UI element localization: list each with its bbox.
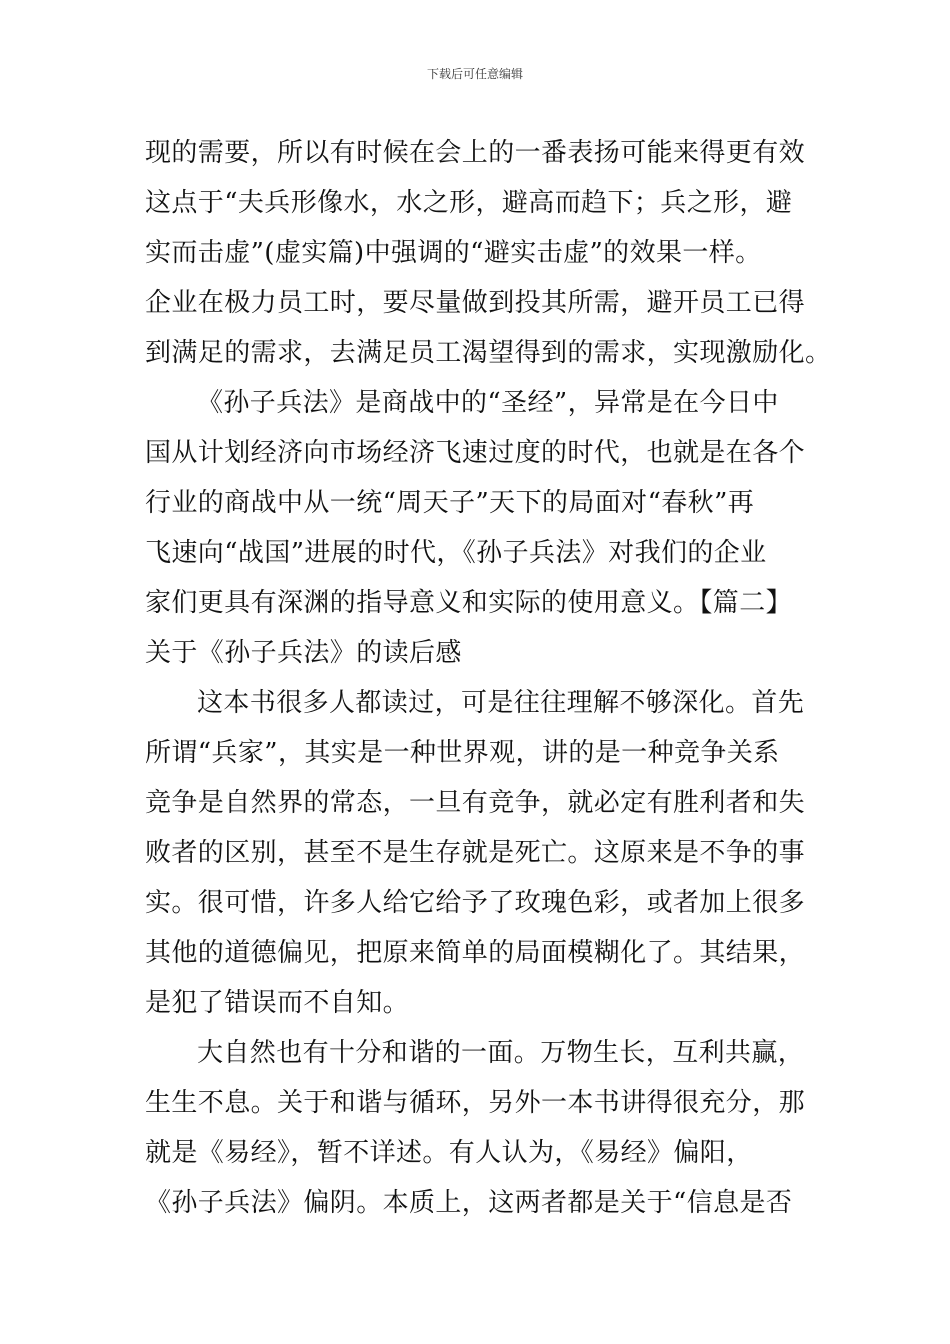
text-line: 就是《易经》，暂不详述。有人认为，《易经》偏阳， xyxy=(145,1138,753,1168)
text-line: 这本书很多人都读过，可是往往理解不够深化。首先 xyxy=(197,688,805,718)
text-line: 现的需要，所以有时候在会上的一番表扬可能来得更有效 xyxy=(145,138,806,168)
text-line: 所谓“兵家”，其实是一种世界观，讲的是一种竞争关系 xyxy=(145,738,780,768)
text-line: 《孙子兵法》是商战中的“圣经”，异常是在今日中 xyxy=(197,388,779,418)
text-line: 行业的商战中从一统“周天子”天下的局面对“春秋”再 xyxy=(145,488,755,518)
text-line: 生生不息。关于和谐与循环，另外一本书讲得很充分，那 xyxy=(145,1088,806,1118)
text-line: 大自然也有十分和谐的一面。万物生长，互利共赢， xyxy=(197,1038,805,1068)
text-line: 飞速向“战国”进展的时代，《孙子兵法》对我们的企业 xyxy=(145,538,767,568)
document-body xyxy=(145,128,832,1228)
page-header: 下载后可任意编辑 xyxy=(426,67,523,81)
section-title: 关于《孙子兵法》的读后感 xyxy=(145,638,462,668)
text-line: 国从计划经济向市场经济飞速过度的时代，也就是在各个 xyxy=(145,438,806,468)
text-line: 企业在极力员工时，要尽量做到投其所需，避开员工已得 xyxy=(145,288,806,318)
text-line: 竞争是自然界的常态，一旦有竞争，就必定有胜利者和失 xyxy=(145,788,806,818)
text-line: 家们更具有深渊的指导意义和实际的使用意义。【篇二】 xyxy=(145,588,793,618)
text-line: 其他的道德偏见，把原来简单的局面模糊化了。其结果， xyxy=(145,938,806,968)
text-line: 到满足的需求，去满足员工渴望得到的需求，实现激励化。 xyxy=(145,338,832,368)
text-line: 《孙子兵法》偏阴。本质上，这两者都是关于“信息是否 xyxy=(145,1188,793,1218)
text-line: 这点于“夫兵形像水，水之形，避高而趋下；兵之形，避 xyxy=(145,188,793,218)
text-line: 是犯了错误而不自知。 xyxy=(145,988,410,1018)
text-line: 实而击虚”(虚实篇)中强调的“避实击虚”的效果一样。 xyxy=(145,238,762,268)
text-line: 败者的区别，甚至不是生存就是死亡。这原来是不争的事 xyxy=(145,838,806,868)
text-line: 实。很可惜，许多人给它给予了玫瑰色彩，或者加上很多 xyxy=(145,888,806,918)
